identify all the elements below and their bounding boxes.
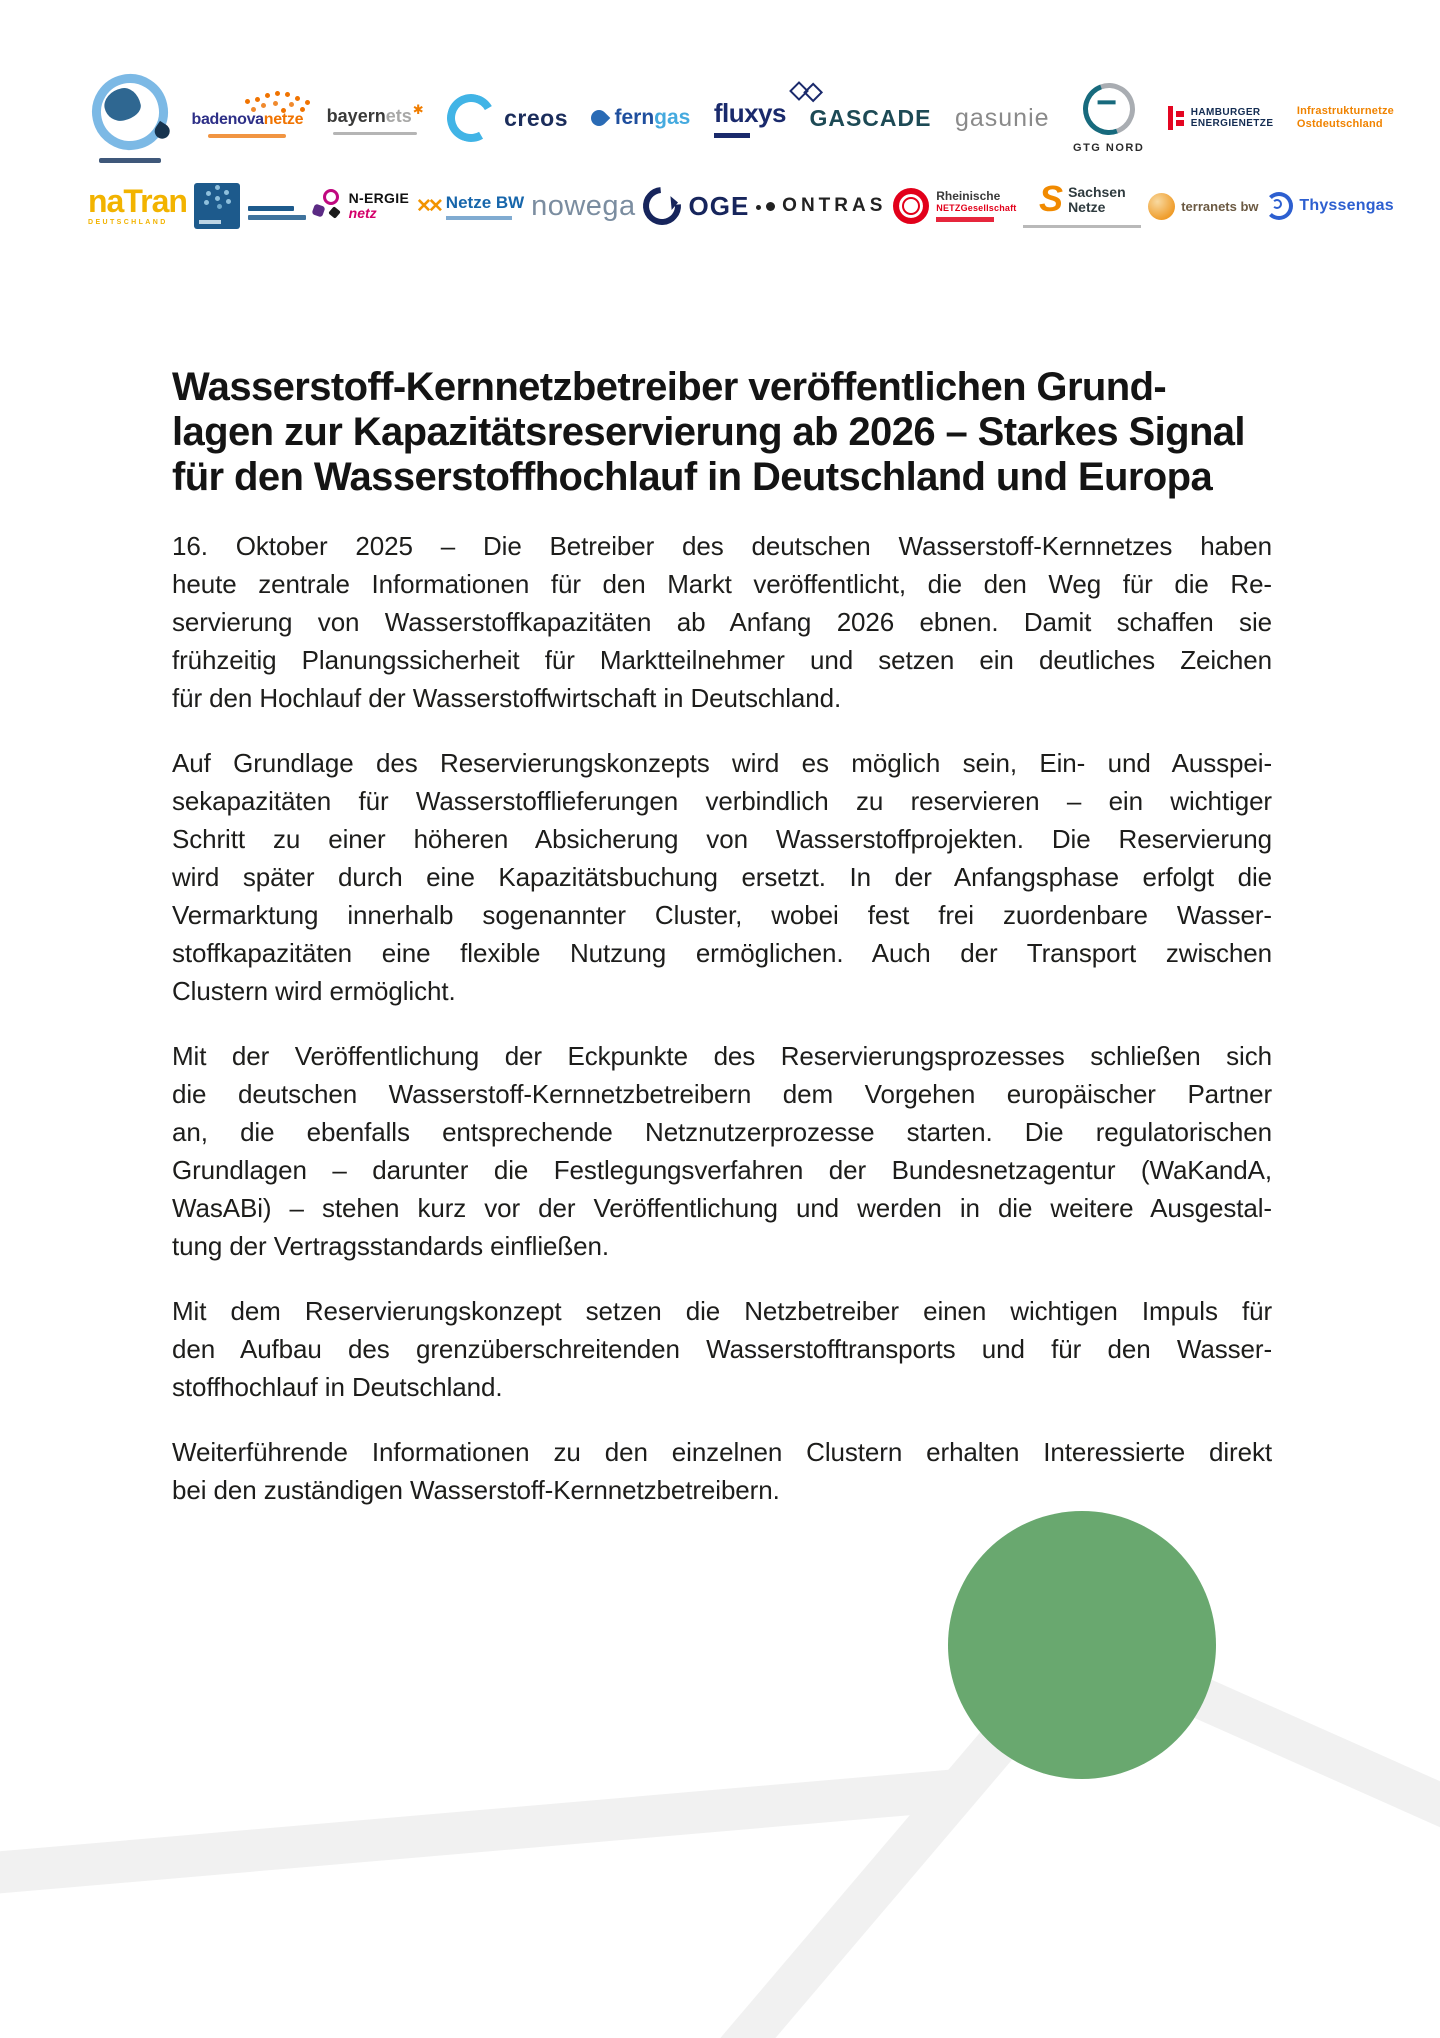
text-line: Mit der Veröffentlichung der Eckpunkte des Reservierungsprozesses schließen sich xyxy=(172,1040,1272,1071)
map-blob-icon xyxy=(101,85,143,124)
nbb-wordmark-bars xyxy=(248,206,306,220)
text-line: frühzeitig Planungssicherheit für Marktteilnehmer und setzen ein deutliches Zeichen xyxy=(172,644,1272,675)
tiny-wordmark-bar xyxy=(936,217,994,222)
logo-bayernets xyxy=(327,102,424,135)
red-ring-icon xyxy=(893,188,929,224)
decor-line-bottom xyxy=(736,1645,1082,2038)
decor-line-left xyxy=(0,1790,958,1874)
fluxys-wordmark: fluxys xyxy=(714,98,786,129)
paragraph xyxy=(172,1037,1272,1265)
text-line: stoffhochlauf in Deutschland. xyxy=(172,1371,503,1402)
paragraph xyxy=(172,527,1272,717)
logo-rheinische-netzgesellschaft xyxy=(893,188,1016,224)
loop-arrow-icon xyxy=(635,179,689,233)
snowflake-icon xyxy=(215,196,220,201)
molecule-icon xyxy=(789,81,809,101)
text-line: Weiterführende Informationen zu den einzelnen Clustern erhalten Interessierte direkt xyxy=(172,1436,1272,1467)
droplet-icon xyxy=(152,120,173,141)
logo-badenova-netze xyxy=(191,99,303,138)
article-body xyxy=(172,527,1272,1509)
tiny-tagline-bar xyxy=(714,133,750,138)
text-line: tung der Vertragsstandards einfließen. xyxy=(172,1230,610,1261)
shapes-cluster-icon xyxy=(313,189,343,223)
text-line: Schritt zu einer höheren Absicherung von Wasserstoffprojekten. Die Reservierung xyxy=(172,823,1272,854)
text-line: für den Hochlauf der Wasserstoffwirtschaft in Deutschland. xyxy=(172,682,842,713)
logo-creos: creos xyxy=(447,94,568,142)
text-line: Auf Grundlage des Reservierungskonzepts wird es möglich sein, Ein- und Ausspei- xyxy=(172,747,1272,778)
paragraph xyxy=(172,1292,1272,1406)
logo-thyssengas: Thyssengas xyxy=(1265,192,1393,220)
ring-icon xyxy=(1074,74,1143,143)
logo-nbb xyxy=(194,183,306,229)
text-line: servierung von Wasserstoffkapazitäten ab Anfang 2026 ebnen. Damit schaffen sie xyxy=(172,606,1272,637)
page-title: Wasserstoff-Kernnetzbetreiber veröffentlichen Grund- lagen zur Kapazitätsreservierung ab 2026 – Starkes Signal für den Wasserstoffhochlauf in Deutschland und Europa xyxy=(172,364,1245,499)
text-line: die deutschen Wasserstoff-Kernnetzbetreibern dem Vorgehen europäischer Partner xyxy=(172,1078,1272,1109)
sphere-icon xyxy=(1148,193,1175,220)
text-line: WasABi) – stehen kurz vor der Veröffentlichung und werden in die weitere Ausgestal- xyxy=(172,1192,1272,1223)
tiny-wordmark-bar xyxy=(199,220,221,224)
spark-icon xyxy=(413,102,424,118)
text-line: stoffkapazitäten eine flexible Nutzung ermöglichen. Auch der Transport zwischen xyxy=(172,937,1272,968)
tiny-tagline-bar xyxy=(333,132,417,135)
logo-nowega: nowega xyxy=(531,189,636,222)
text-line: wird später durch eine Kapazitätsbuchung ersetzt. In der Anfangsphase erfolgt die xyxy=(172,861,1272,892)
hamburger-energienetze-wordmark: HAMBURGER ENERGIENETZE xyxy=(1190,107,1274,129)
red-bars-icon xyxy=(1168,106,1184,130)
paragraph xyxy=(172,744,1272,1010)
logo-n-ergie-netz xyxy=(313,189,409,223)
text-line: den Aufbau des grenzüberschreitenden Wasserstofftransports und für den Wasser- xyxy=(172,1333,1272,1364)
text-line: Clustern wird ermöglicht. xyxy=(172,975,456,1006)
logo-ontras: ONTRAS xyxy=(756,195,886,217)
logo-gtg-nord: GTG NORD xyxy=(1073,83,1144,154)
logo-oge: OGE xyxy=(643,187,750,225)
decor-line-right xyxy=(1082,1645,1440,1814)
text-line: Mit dem Reservierungskonzept setzen die Netzbetreiber einen wichtigen Impuls für xyxy=(172,1295,1272,1326)
paragraph xyxy=(172,1433,1272,1509)
logo-netze-bw xyxy=(416,193,524,220)
n-ergie-wordmark: N-ERGIE netz xyxy=(348,190,410,221)
article xyxy=(172,338,1272,1509)
logo-terranets-bw: terranets bw xyxy=(1148,193,1258,220)
c-ring-icon xyxy=(442,89,501,148)
text-line: Grundlagen – darunter die Festlegungsverfahren der Bundesnetzagentur (WaKandA, xyxy=(172,1154,1272,1185)
logo-row-1 xyxy=(92,72,1394,164)
logo-gasunie: gasunie xyxy=(954,103,1050,132)
text-line: 16. Oktober 2025 – Die Betreiber des deutschen Wasserstoff-Kernnetzes haben xyxy=(172,530,1272,561)
text-line: Vermarktung innerhalb sogenannter Cluster, wobei fest frei zuordenbare Wasser- xyxy=(172,899,1272,930)
text-line: sekapazitäten für Wasserstofflieferungen verbindlich zu reservieren – ein wichtiger xyxy=(172,785,1272,816)
logo-sachsennetze xyxy=(1023,184,1141,228)
tiny-wordmark-bar xyxy=(208,134,286,138)
decor-green-circle xyxy=(948,1511,1216,1779)
logo-gascade: GASCADE xyxy=(809,104,932,131)
text-line: bei den zuständigen Wasserstoff-Kernnetzbetreibern. xyxy=(172,1474,780,1505)
badenova-wordmark: badenovanetze xyxy=(191,110,304,128)
water-drop-circle-icon xyxy=(85,66,175,156)
text-line: heute zentrale Informationen für den Markt veröffentlicht, die den Weg für die Re- xyxy=(172,568,1272,599)
text-line: an, die ebenfalls entsprechende Netznutzerprozesse starten. Die regulatorischen xyxy=(172,1116,1272,1147)
logo-hamburger-energienetze xyxy=(1168,106,1274,130)
sachsennetze-wordmark: Sachsen Netze xyxy=(1068,184,1126,215)
tiny-wordmark-bar xyxy=(99,158,161,163)
tiny-tagline-bar xyxy=(1023,225,1141,228)
double-arc-icon xyxy=(1265,192,1293,220)
logo-fluxys xyxy=(714,98,786,138)
dots-swoosh-icon xyxy=(245,99,250,104)
logo-orange-wordmark: Infrastrukturnetze Ostdeutschland xyxy=(1296,105,1394,130)
dots-icon xyxy=(756,201,778,211)
bayernets-wordmark: bayernets ✱ xyxy=(327,102,424,127)
tiny-tagline-bar xyxy=(446,216,512,220)
cross-sparks-icon xyxy=(416,195,440,218)
droplet-icon xyxy=(588,107,611,130)
logo-natran: naTran DEUTSCHLAND xyxy=(88,183,187,226)
rheinische-wordmark: Rheinische NETZGesellschaft xyxy=(936,190,1016,222)
logo-row-2 xyxy=(88,174,1394,238)
logo-ferngas: fern gas xyxy=(591,106,690,130)
logo-water-drop-emblem xyxy=(92,74,168,163)
netze-bw-wordmark: Netze BW xyxy=(446,193,524,220)
snowflake-tile-icon xyxy=(194,183,240,229)
s-swoosh-icon xyxy=(1039,184,1063,216)
